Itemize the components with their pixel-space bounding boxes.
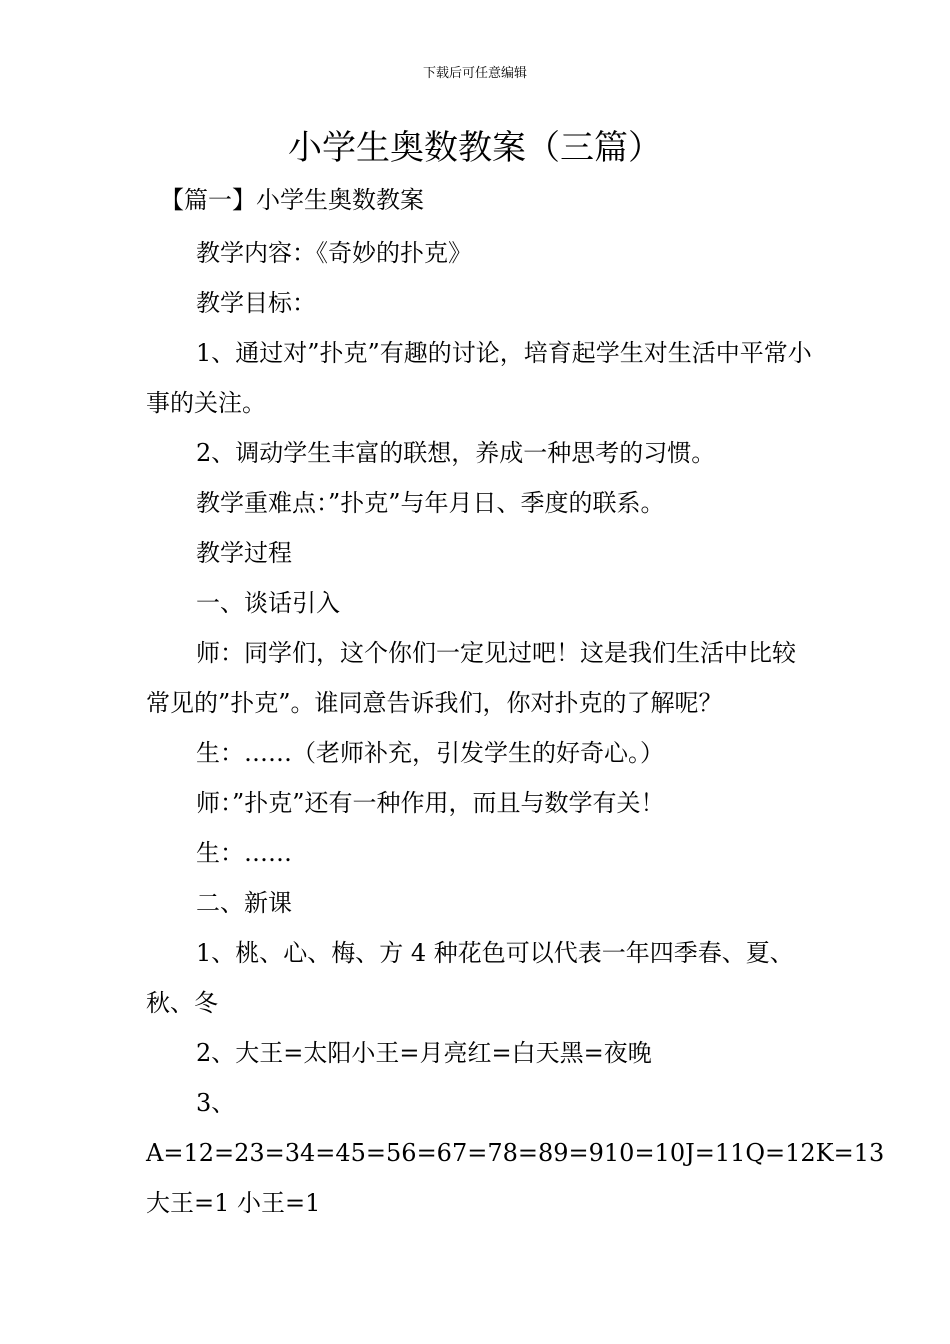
page-header: 下载后可任意编辑: [422, 66, 527, 81]
section-heading: 【篇一】小学生奥数教案: [160, 186, 424, 214]
paragraph-intro-heading: 一、谈话引入: [196, 589, 340, 617]
document-body: [146, 228, 885, 1228]
paragraph-lesson-1: 1、桃、心、梅、方 4 种花色可以代表一年四季春、夏、秋、冬: [146, 939, 794, 1017]
paragraph-lesson-3: 3、A=12=23=34=45=56=67=78=89=910=10J=11Q=12K=13 大王=1 小王=1: [146, 1089, 885, 1217]
paragraph-objective-1: 1、通过对”扑克”有趣的讨论，培育起学生对生活中平常小事的关注。: [146, 339, 812, 417]
paragraph-key-points: 教学重难点：”扑克”与年月日、季度的联系。: [196, 489, 665, 517]
paragraph-student-1: 生：……（老师补充，引发学生的好奇心。）: [196, 739, 664, 767]
paragraph-process: 教学过程: [196, 539, 292, 567]
paragraph-objectives: 教学目标：: [196, 289, 316, 317]
paragraph-objective-2: 2、调动学生丰富的联想，养成一种思考的习惯。: [196, 439, 716, 467]
paragraph-teacher-1: 师：同学们，这个你们一定见过吧！这是我们生活中比较常见的”扑克”。谁同意告诉我们，你对扑克的了解呢？: [146, 639, 796, 717]
document-title: 小学生奥数教案（三篇）: [288, 128, 662, 168]
paragraph-teacher-2: 师：”扑克”还有一种作用，而且与数学有关！: [196, 789, 665, 817]
paragraph-student-2: 生：……: [196, 839, 292, 867]
paragraph-content: 教学内容：《奇妙的扑克》: [196, 239, 472, 267]
paragraph-new-lesson-heading: 二、新课: [196, 889, 292, 917]
paragraph-lesson-2: 2、大王=太阳小王=月亮红=白天黑=夜晚: [196, 1039, 652, 1067]
